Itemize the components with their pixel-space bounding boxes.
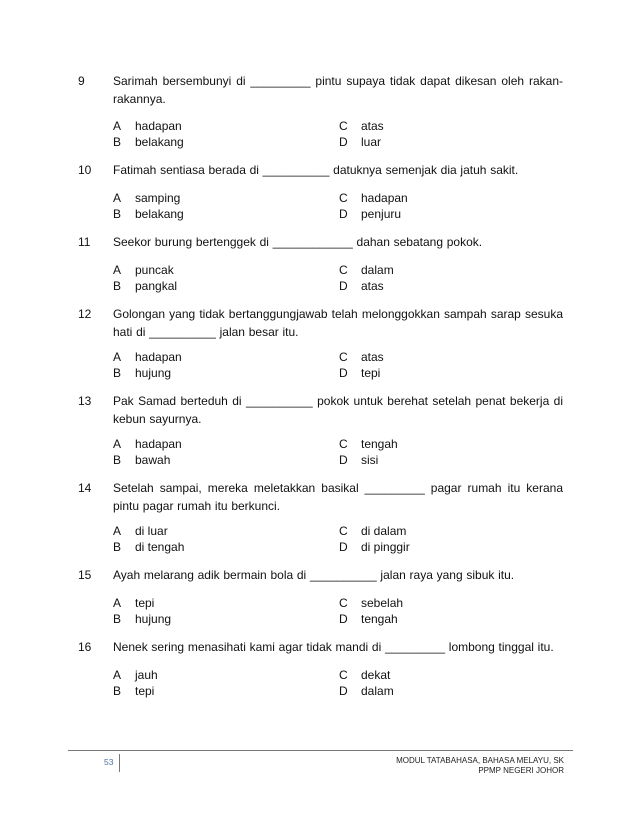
option-a: A di luar [113, 524, 168, 538]
question-text: Nenek sering menasihati kami agar tidak mandi di _________ lombong tinggal itu. [113, 640, 554, 654]
option-b: B hujung [113, 612, 172, 626]
options [113, 262, 563, 296]
option-b: B bawah [113, 453, 171, 467]
option-b: B belakang [113, 207, 184, 221]
option-d: D sisi [339, 453, 379, 467]
footer-divider [68, 750, 573, 751]
option-c: C dalam [339, 263, 394, 277]
option-a: A hadapan [113, 119, 182, 133]
option-b: B hujung [113, 366, 172, 380]
option-d: D dalam [339, 684, 394, 698]
options [113, 190, 563, 224]
option-b: B tepi [113, 684, 155, 698]
question-number: 16 [78, 640, 92, 654]
question-text: Setelah sampai, mereka meletakkan basikal _________ pagar rumah itu kerana pintu pagar rumah itu berkunci. [113, 481, 563, 513]
question-number: 11 [78, 235, 91, 249]
question-number: 13 [78, 394, 92, 408]
question-number: 15 [78, 568, 92, 582]
question-number: 12 [78, 307, 92, 321]
options [113, 595, 563, 629]
option-b: B di tengah [113, 540, 185, 554]
option-d: D penjuru [339, 207, 402, 221]
option-c: C atas [339, 350, 384, 364]
page-number: 53 [104, 757, 114, 767]
option-d: D tepi [339, 366, 381, 380]
question-text: Sarimah bersembunyi di _________ pintu supaya tidak dapat dikesan oleh rakan-rakannya. [113, 74, 563, 106]
option-d: D luar [339, 135, 382, 149]
option-a: A hadapan [113, 437, 182, 451]
option-a: A puncak [113, 263, 174, 277]
options [113, 349, 563, 383]
question-number: 9 [78, 74, 85, 88]
option-c: C atas [339, 119, 384, 133]
option-c: C tengah [339, 437, 398, 451]
question-text: Seekor burung bertenggek di ____________ dahan sebatang pokok. [113, 235, 483, 249]
options [113, 667, 563, 701]
option-c: C sebelah [339, 596, 404, 610]
question-number: 10 [78, 163, 92, 177]
question-number: 14 [78, 481, 92, 495]
option-d: D di pinggir [339, 540, 410, 554]
footer-text [396, 756, 564, 776]
option-d: D tengah [339, 612, 398, 626]
question-text: Fatimah sentiasa berada di __________ datuknya semenjak dia jatuh sakit. [113, 163, 519, 177]
option-b: B belakang [113, 135, 184, 149]
option-d: D atas [339, 279, 384, 293]
option-c: C di dalam [339, 524, 407, 538]
options [113, 118, 563, 152]
option-b: B pangkal [113, 279, 178, 293]
footer-line-2: PPMP NEGERI JOHOR [478, 766, 564, 775]
option-c: C hadapan [339, 191, 408, 205]
footer-separator [119, 754, 120, 772]
option-a: A samping [113, 191, 181, 205]
question-text: Ayah melarang adik bermain bola di __________ jalan raya yang sibuk itu. [113, 568, 515, 582]
options [113, 523, 563, 557]
option-a: A hadapan [113, 350, 182, 364]
question-text: Golongan yang tidak bertanggungjawab telah melonggokkan sampah sarap sesuka hati di __________ jalan besar itu. [113, 307, 563, 339]
option-a: A tepi [113, 596, 155, 610]
option-c: C dekat [339, 668, 391, 682]
footer-line-1: MODUL TATABAHASA, BAHASA MELAYU, SK [396, 756, 564, 765]
option-a: A jauh [113, 668, 158, 682]
options [113, 436, 563, 470]
question-text: Pak Samad berteduh di __________ pokok untuk berehat setelah penat bekerja di kebun sayurnya. [113, 394, 563, 426]
